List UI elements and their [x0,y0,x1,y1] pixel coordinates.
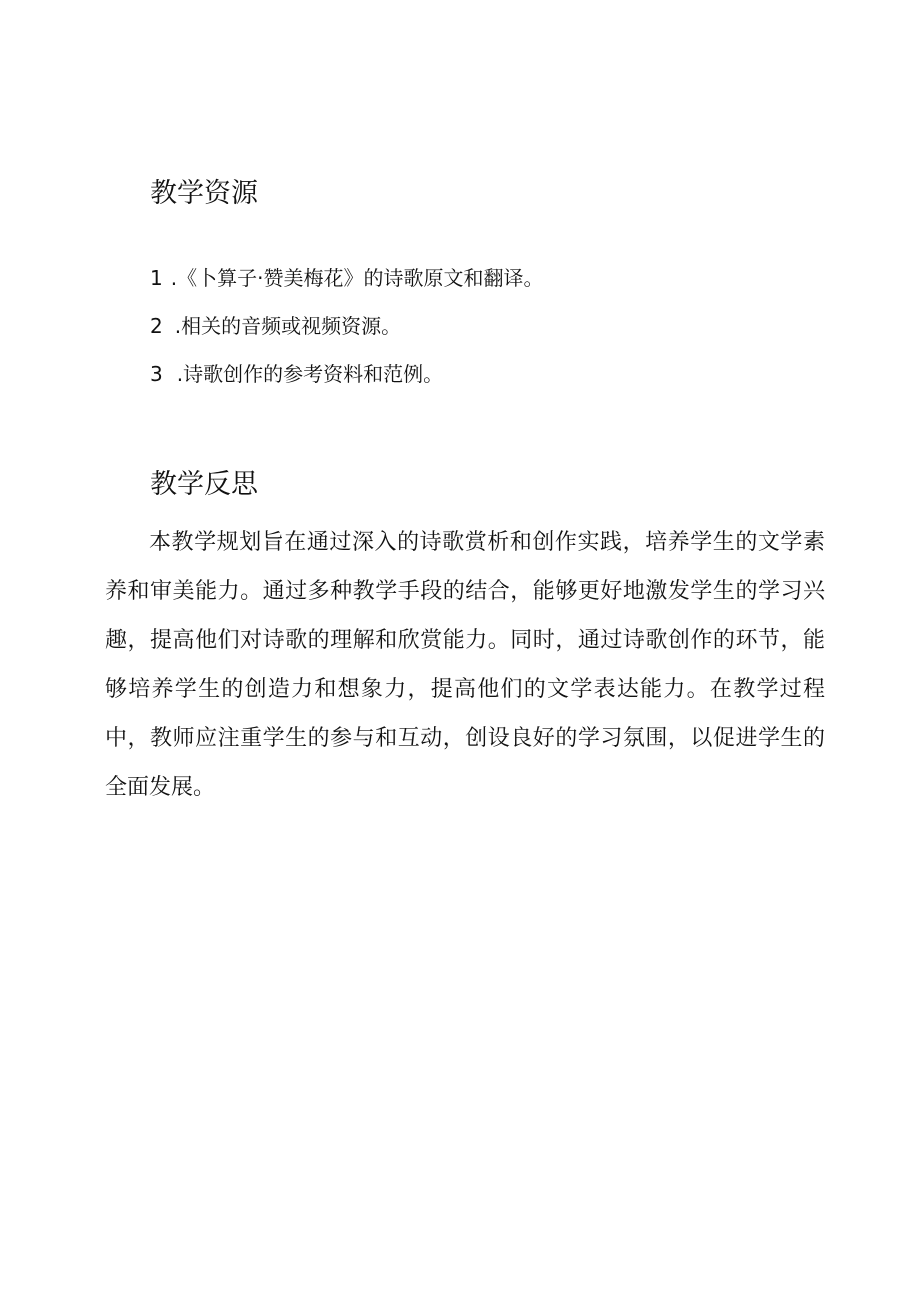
list-item [150,310,543,358]
list-item-number: 3 [150,362,163,386]
list-item-number: 1 [150,266,163,290]
list-item-text: .《卜算子·赞美梅花》的诗歌原文和翻译。 [170,266,544,290]
section-heading-reflection: 教学反思 [150,469,258,500]
list-item [150,358,543,406]
list-item-number: 2 [150,314,163,338]
list-item-text: .诗歌创作的参考资料和范例。 [176,362,444,386]
reflection-paragraph: 本教学规划旨在通过深入的诗歌赏析和创作实践，培养学生的文学素养和审美能力。通过多种教学手段的结合，能够更好地激发学生的学习兴趣，提高他们对诗歌的理解和欣赏能力。同时，通过诗歌创作的环节，能够培养学生的创造力和想象力，提高他们的文学表达能力。在教学过程中，教师应注重学生的参与和互动，创设良好的学习氛围，以促进学生的全面发展。 [105,530,825,800]
list-item-text: .相关的音频或视频资源。 [174,314,402,338]
section-heading-resources: 教学资源 [150,178,258,209]
list-item [150,262,543,310]
resources-list [150,262,543,406]
